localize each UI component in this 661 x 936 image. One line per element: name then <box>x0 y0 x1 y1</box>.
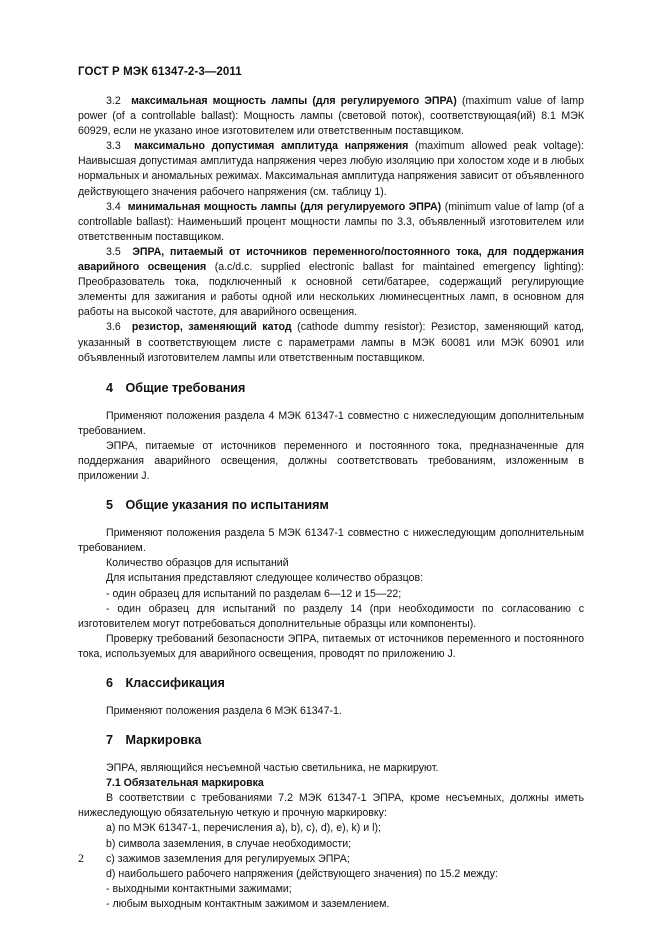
definition-3-5: 3.5 ЭПРА, питаемый от источников переменного/постоянного тока, для поддержания аварийного освещения (a.c/d.c. supplied electronic ballast for maintained emergency lighting): Преобразователь тока, подключенный к основной сети/батарее, содержащий регулирующие элементы для зажигания и работы одной или нескольких люминесцентных ламп, в основном для работы на высокой частоте, для аварийного освещения. <box>78 245 584 319</box>
paragraph: Применяют положения раздела 5 МЭК 61347-1 совместно с нижеследующим дополнительным требованием. <box>78 527 584 555</box>
list-item: a) по МЭК 61347-1, перечисления a), b), c), d), e), k) и l); <box>106 822 381 835</box>
document-header: ГОСТ Р МЭК 61347-2-3—2011 <box>78 66 242 78</box>
definition-3-3: 3.3 максимально допустимая амплитуда напряжения (maximum allowed peak voltage): Наивысшая допустимая амплитуда напряжения через любую изоляцию при холостом ходе и в любых нормальных и аномальных режимах. Максимальная амплитуда напряжения зависит от объявленного действующего значения рабочего напряжения (см. таблицу 1). <box>78 140 584 198</box>
term: максимально допустимая амплитуда напряжения <box>134 140 409 153</box>
term: максимальная мощность лампы (для регулируемого ЭПРА) <box>131 95 457 107</box>
section-7-heading: 7 Маркировка <box>106 733 202 748</box>
definition-3-4: 3.4 минимальная мощность лампы (для регулируемого ЭПРА) (minimum value of lamp (of a controllable ballast): Наименьший процент мощности лампы по 3.3, объявленный изготовителем или ответственным поставщиком. <box>78 200 584 243</box>
term: резистор, заменяющий катод <box>131 321 292 334</box>
paragraph: Проверку требований безопасности ЭПРА, питаемых от источников переменного и постоянного тока, используемых для аварийного освещения, проводят по приложению J. <box>78 632 584 660</box>
section-4-heading: 4 Общие требования <box>106 380 246 395</box>
list-item: - любым выходным контактным зажимом и заземлением. <box>106 897 390 910</box>
term: ЭПРА, питаемый от источников переменного/постоянного тока, для поддержания аварийного освещения <box>78 245 584 274</box>
document-body <box>78 94 584 912</box>
term: минимальная мощность лампы (для регулируемого ЭПРА) <box>127 200 442 213</box>
list-item: b) символа заземления, в случае необходимости; <box>106 837 352 850</box>
paragraph: Применяют положения раздела 4 МЭК 61347-1 совместно с нижеследующим дополнительным требованием. <box>78 409 584 437</box>
paragraph: Количество образцов для испытаний <box>106 557 289 570</box>
definition-3-6: 3.6 резистор, заменяющий катод (cathode dummy resistor): Резистор, заменяющий катод, указанный в соответствующем листе с параметрами лампы в МЭК 60081 или МЭК 60901 или объявленный изготовителем лампы или ответственным поставщиком. <box>78 321 584 364</box>
list-item: c) зажимов заземления для регулируемых ЭПРА; <box>106 852 350 865</box>
paragraph: ЭПРА, питаемые от источников переменного и постоянного тока, предназначенные для поддержания аварийного освещения, должны соответствовать требованиям, изложенным в приложении J. <box>78 439 584 483</box>
list-item: - один образец для испытаний по разделу 14 (при необходимости по согласованию с изготовителем могут потребоваться дополнительные образцы или компоненты). <box>78 602 584 630</box>
section-6-heading: 6 Классификация <box>106 676 225 690</box>
definition-3-2: 3.2 максимальная мощность лампы (для регулируемого ЭПРА) (maximum value of lamp power (of a controllable ballast): Мощность лампы (световой поток), соответствующая(ий) 8.1 МЭК 60929, если не указано иное изготовителем или ответственным поставщиком. <box>78 95 584 138</box>
section-5-heading: 5 Общие указания по испытаниям <box>106 498 329 513</box>
subsection-7-1-heading: 7.1 Обязательная маркировка <box>106 777 264 790</box>
list-item: - один образец для испытаний по разделам 6—12 и 15—22; <box>106 587 402 600</box>
list-item: - выходными контактными зажимами; <box>106 882 292 895</box>
page-number: 2 <box>78 851 84 865</box>
paragraph: Для испытания представляют следующее количество образцов: <box>106 572 424 585</box>
paragraph: ЭПРА, являющийся несъемной частью светильника, не маркируют. <box>106 762 439 775</box>
list-item: d) наибольшего рабочего напряжения (действующего значения) по 15.2 между: <box>106 867 498 880</box>
paragraph: В соответствии с требованиями 7.2 МЭК 61347-1 ЭПРА, кроме несъемных, должны иметь нижеследующую обязательную четкую и прочную маркировку: <box>78 792 584 820</box>
paragraph: Применяют положения раздела 6 МЭК 61347-1. <box>106 705 342 717</box>
